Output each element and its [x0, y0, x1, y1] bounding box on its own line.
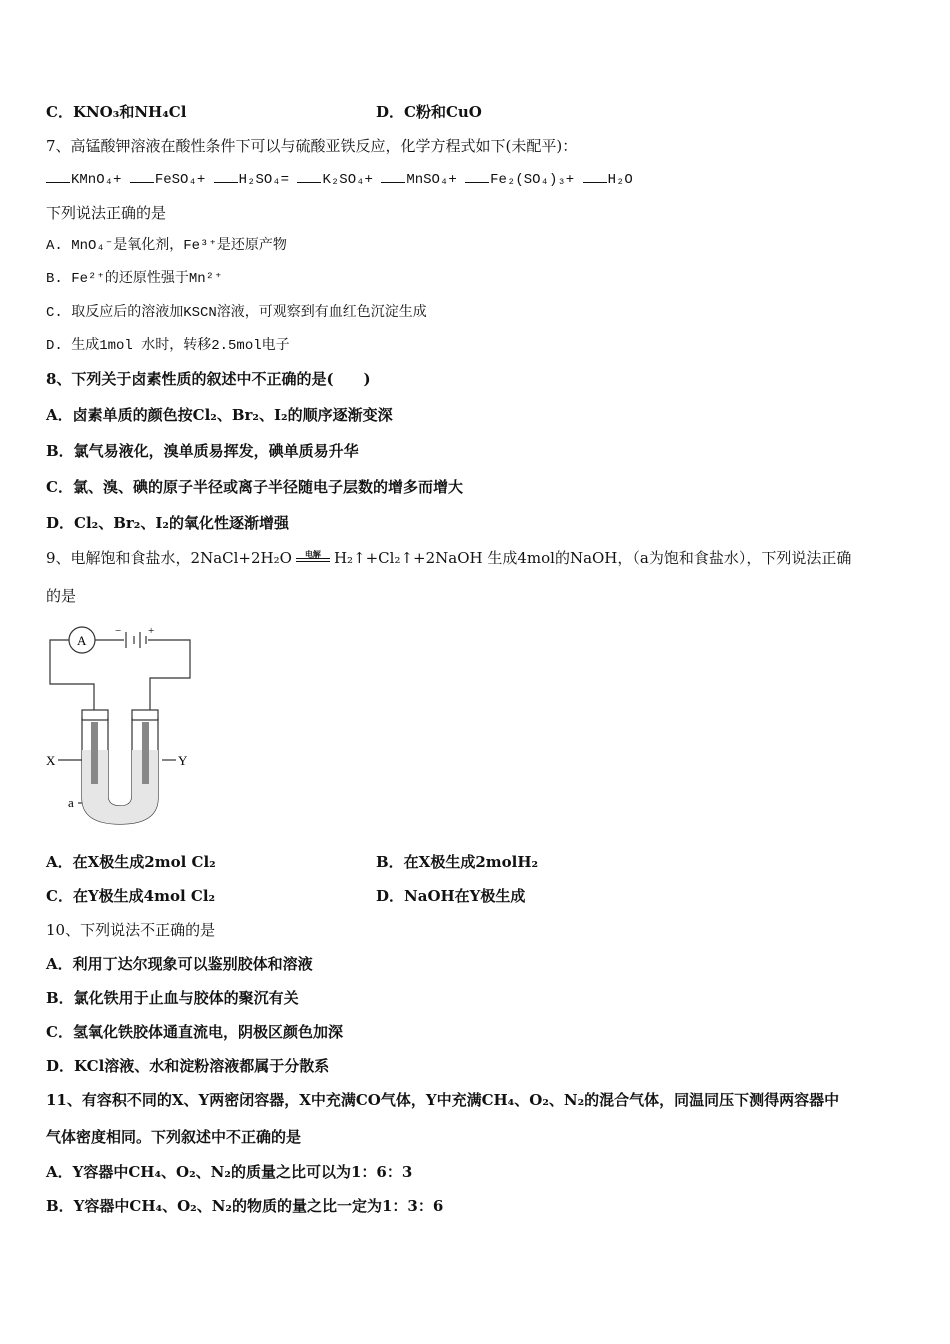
q7-option-a: A. MnO₄⁻是氧化剂，Fe³⁺是还原产物 — [46, 238, 287, 254]
solution-label: a — [68, 795, 74, 810]
q10-stem: 10、下列说法不正确的是 — [46, 921, 216, 939]
q7-option-c: C. 取反应后的溶液加KSCN溶液，可观察到有血红色沉淀生成 — [46, 305, 427, 321]
q9-stem-line2: 的是 — [46, 587, 77, 605]
q9-stem: 9、电解饱和食盐水，2NaCl+2H₂O 电解 H₂↑+Cl₂↑+2NaOH 生成4mol的NaOH，（a为饱和食盐水），下列说法正确 — [46, 549, 852, 567]
q6-option-d: D．C粉和CuO — [376, 103, 482, 121]
q9-option-d: D．NaOH在Y极生成 — [376, 887, 526, 905]
electrode-y — [142, 722, 149, 784]
q7-question: 下列说法正确的是 — [46, 204, 167, 222]
electrolysis-apparatus-figure — [44, 618, 204, 828]
q8-option-c: C．氯、溴、碘的原子半径或离子半径随电子层数的增多而增大 — [46, 478, 463, 496]
q10-option-d: D．KCl溶液、水和淀粉溶液都属于分散系 — [46, 1057, 330, 1075]
plus-label: + — [148, 625, 155, 637]
q10-option-a: A．利用丁达尔现象可以鉴别胶体和溶液 — [46, 955, 313, 973]
q9-option-b: B．在X极生成2molH₂ — [376, 853, 539, 871]
q8-option-b: B．氯气易液化，溴单质易挥发，碘单质易升华 — [46, 442, 359, 460]
q8-option-d: D．Cl₂、Br₂、I₂的氧化性逐渐增强 — [46, 514, 289, 532]
minus-label: − — [115, 625, 122, 637]
q7-stem: 7、高锰酸钾溶液在酸性条件下可以与硫酸亚铁反应，化学方程式如下(未配平)： — [46, 137, 578, 155]
q11-option-b: B．Y容器中CH₄、O₂、N₂的物质的量之比一定为1：3：6 — [46, 1197, 444, 1215]
q8-option-a: A．卤素单质的颜色按Cl₂、Br₂、I₂的顺序逐渐变深 — [46, 406, 393, 424]
q9-option-a: A．在X极生成2mol Cl₂ — [46, 853, 216, 871]
q11-stem-line2: 气体密度相同。下列叙述中不正确的是 — [46, 1128, 302, 1146]
q6-option-c: C．KNO₃和NH₄Cl — [46, 103, 187, 121]
electrode-x-label: X — [46, 753, 56, 768]
q9-option-c: C．在Y极生成4mol Cl₂ — [46, 887, 216, 905]
q11-option-a: A．Y容器中CH₄、O₂、N₂的质量之比可以为1：6：3 — [46, 1163, 413, 1181]
q10-option-c: C．氢氧化铁胶体通直流电，阴极区颜色加深 — [46, 1023, 343, 1041]
meter-label: A — [77, 633, 87, 648]
q7-option-d: D. 生成1mol 水时，转移2.5mol电子 — [46, 338, 290, 354]
q7-equation: KMnO₄+ FeSO₄+ H₂SO₄= K₂SO₄+ MnSO₄+ Fe₂(SO₄)₃+ H₂O — [46, 170, 633, 190]
electrolysis-arrow: 电解 — [296, 552, 330, 566]
q7-option-b: B. Fe²⁺的还原性强于Mn²⁺ — [46, 271, 223, 287]
q11-stem: 11、有容积不同的X、Y两密闭容器，X中充满CO气体，Y中充满CH₄、O₂、N₂的混合气体，同温同压下测得两容器中 — [46, 1091, 840, 1109]
electrode-y-label: Y — [178, 753, 188, 768]
q10-option-b: B．氯化铁用于止血与胶体的聚沉有关 — [46, 989, 299, 1007]
q8-stem: 8、下列关于卤素性质的叙述中不正确的是( ) — [46, 370, 371, 388]
electrode-x — [91, 722, 98, 784]
